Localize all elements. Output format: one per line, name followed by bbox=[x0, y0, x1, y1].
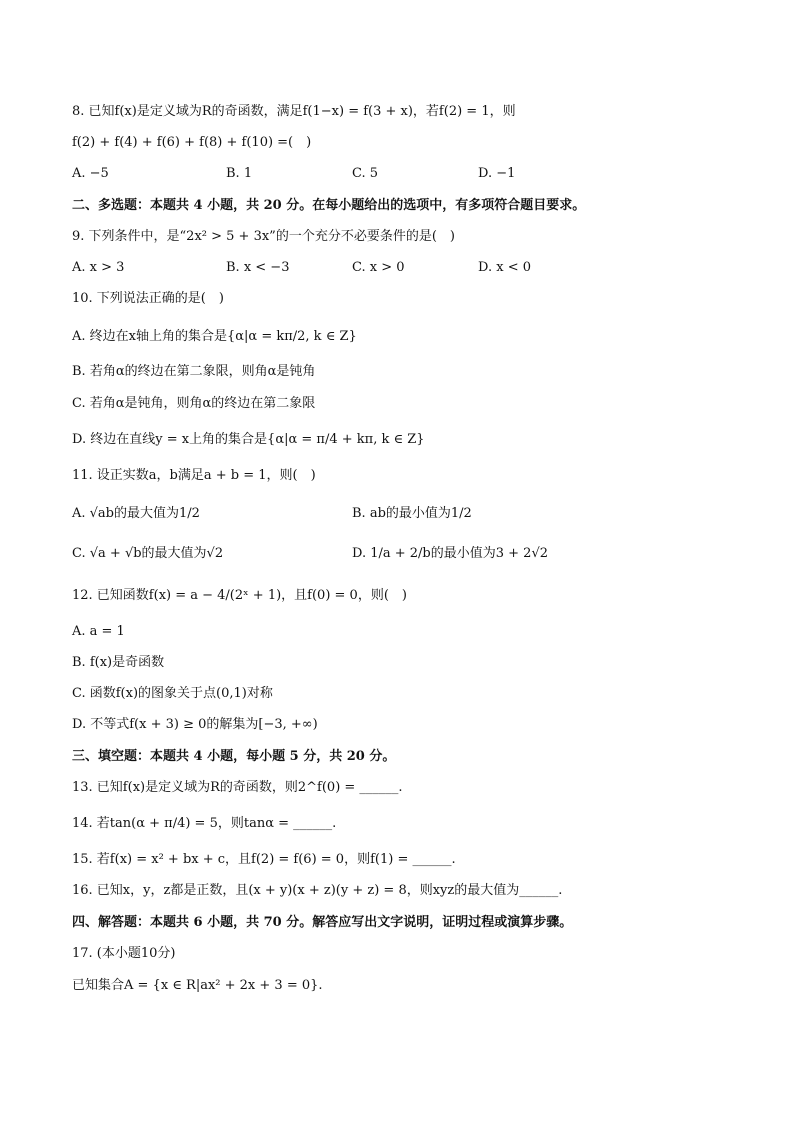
q10-option-b: B. 若角α的终边在第二象限，则角α是钝角 bbox=[72, 364, 316, 379]
q11-option-c: C. √a + √b的最大值为√2 bbox=[72, 546, 224, 561]
q8-option-b: B. 1 bbox=[226, 166, 253, 181]
q10-option-d: D. 终边在直线y = x上角的集合是{α|α = π/4 + kπ, k ∈ Z} bbox=[72, 432, 425, 447]
q8-option-d: D. −1 bbox=[478, 166, 516, 181]
q9-option-c: C. x > 0 bbox=[352, 260, 405, 275]
q9-option-b: B. x < −3 bbox=[226, 260, 290, 275]
section-heading-solutions: 四、解答题：本题共 6 小题，共 70 分。解答应写出文字说明，证明过程或演算步骤。 bbox=[72, 915, 573, 930]
q12-option-c: C. 函数f(x)的图象关于点(0,1)对称 bbox=[72, 686, 273, 701]
q12-option-b: B. f(x)是奇函数 bbox=[72, 655, 165, 670]
q16-stem: 16. 已知x，y，z都是正数，且(x + y)(x + z)(y + z) = 8，则xyz的最大值为______. bbox=[72, 883, 563, 898]
q11-option-b: B. ab的最小值为1/2 bbox=[352, 506, 472, 521]
q17-title: 17. (本小题10分) bbox=[72, 946, 176, 961]
q11-option-a: A. √ab的最大值为1/2 bbox=[72, 506, 200, 521]
q15-stem: 15. 若f(x) = x² + bx + c，且f(2) = f(6) = 0，则f(1) = ______. bbox=[72, 852, 456, 867]
q9-stem: 9. 下列条件中，是“2x² > 5 + 3x”的一个充分不必要条件的是( ) bbox=[72, 229, 455, 244]
q14-stem: 14. 若tan(α + π/4) = 5，则tanα = ______. bbox=[72, 816, 337, 831]
q8-option-c: C. 5 bbox=[352, 166, 379, 181]
q12-option-a: A. a = 1 bbox=[72, 624, 125, 639]
q8-stem-line2: f(2) + f(4) + f(6) + f(8) + f(10) =( ) bbox=[72, 135, 312, 150]
q9-option-d: D. x < 0 bbox=[478, 260, 531, 275]
q17-stem: 已知集合A = {x ∈ R|ax² + 2x + 3 = 0}. bbox=[72, 978, 323, 993]
q12-option-d: D. 不等式f(x + 3) ≥ 0的解集为[−3, +∞) bbox=[72, 717, 318, 732]
section-heading-fill-in: 三、填空题：本题共 4 小题，每小题 5 分，共 20 分。 bbox=[72, 749, 396, 764]
q12-stem: 12. 已知函数f(x) = a − 4/(2ˣ + 1)，且f(0) = 0，则( ) bbox=[72, 588, 407, 603]
q11-option-d: D. 1/a + 2/b的最小值为3 + 2√2 bbox=[352, 546, 549, 561]
q8-stem-line1: 8. 已知f(x)是定义域为R的奇函数，满足f(1−x) = f(3 + x)，若f(2) = 1，则 bbox=[72, 104, 516, 119]
q10-option-a: A. 终边在x轴上角的集合是{α|α = kπ/2, k ∈ Z} bbox=[72, 329, 357, 344]
q13-stem: 13. 已知f(x)是定义域为R的奇函数，则2^f(0) = ______. bbox=[72, 780, 403, 795]
q9-option-a: A. x > 3 bbox=[72, 260, 125, 275]
q10-stem: 10. 下列说法正确的是( ) bbox=[72, 291, 224, 306]
q8-option-a: A. −5 bbox=[72, 166, 109, 181]
section-heading-multiple-choice: 二、多选题：本题共 4 小题，共 20 分。在每小题给出的选项中，有多项符合题目要求。 bbox=[72, 198, 586, 213]
q11-stem: 11. 设正实数a，b满足a + b = 1，则( ) bbox=[72, 468, 316, 483]
q10-option-c: C. 若角α是钝角，则角α的终边在第二象限 bbox=[72, 396, 316, 411]
